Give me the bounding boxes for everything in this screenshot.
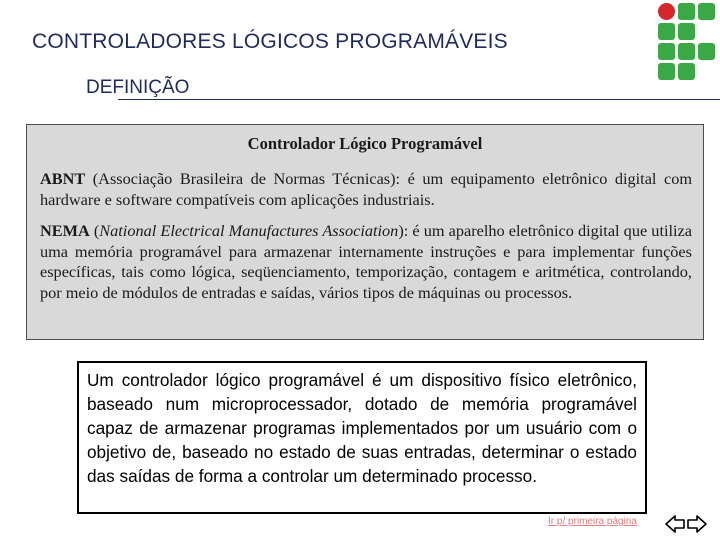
nema-label: NEMA xyxy=(40,221,90,240)
section-heading: DEFINIÇÃO xyxy=(86,77,190,98)
abnt-label: ABNT xyxy=(40,169,86,188)
logo-square xyxy=(658,43,675,60)
logo-square xyxy=(678,23,695,40)
navigation-arrows[interactable] xyxy=(664,513,708,535)
abnt-text: (Associação Brasileira de Normas Técnicas): é um equipamento eletrônico digital com hardware e software compatíveis com aplicações industriais. xyxy=(40,169,692,209)
nema-definition xyxy=(40,221,692,303)
logo-square xyxy=(698,43,715,60)
definitions-image-box xyxy=(26,124,704,340)
nema-name: National Electrical Manufactures Association xyxy=(99,221,399,240)
heading-underline xyxy=(118,99,720,100)
slide-title: CONTROLADORES LÓGICOS PROGRAMÁVEIS xyxy=(32,30,508,53)
back-arrow-icon[interactable] xyxy=(666,516,684,532)
logo-square xyxy=(698,3,715,20)
definition-box: Um controlador lógico programável é um dispositivo físico eletrônico, baseado num microprocessador, dotado de memória programável capaz de armazenar programas implementados por um usuário com o objetivo de, baseado no estado de suas entradas, determinar o estado das saídas de forma a controlar um determinado processo. xyxy=(77,361,647,514)
logo-square xyxy=(658,63,675,80)
box-heading: Controlador Lógico Programável xyxy=(247,134,483,153)
logo-red-circle xyxy=(658,3,675,20)
abnt-definition xyxy=(40,169,692,210)
logo-square xyxy=(658,23,675,40)
first-page-link[interactable]: Ir p/ primeira página xyxy=(548,516,637,527)
nema-paren: ( xyxy=(89,221,100,240)
forward-arrow-icon[interactable] xyxy=(688,516,706,532)
logo-square xyxy=(678,3,695,20)
institution-logo xyxy=(650,0,720,84)
nema-text: ): é um aparelho eletrônico digital que utiliza uma memória programável para armazenar internamente instruções e para implementar funções específicas, tais como lógica, seqüenciamento, temporização, contagem e aritmética, controlando, por meio de módulos de entradas e saídas, vários tipos de máquinas ou processos. xyxy=(40,221,692,302)
logo-square xyxy=(678,43,695,60)
logo-square xyxy=(678,63,695,80)
